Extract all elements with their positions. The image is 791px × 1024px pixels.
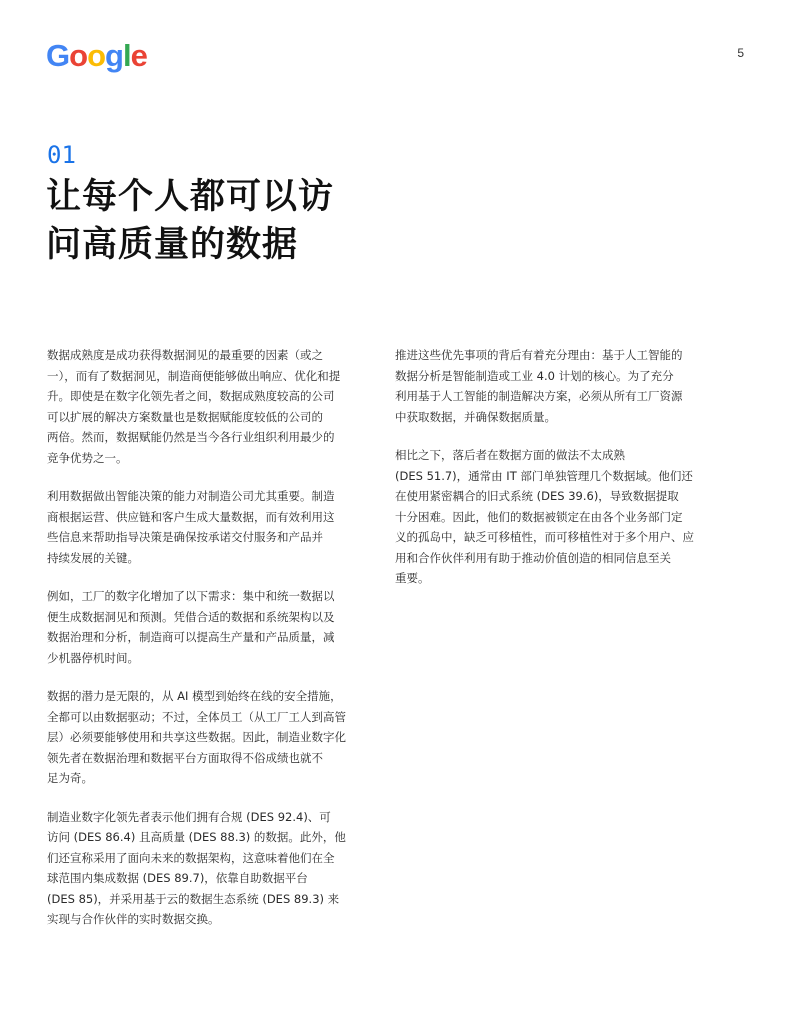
text-line: 全都可以由数据驱动；不过，全体员工（从工厂工人到高管 xyxy=(47,709,346,724)
text-line: 们还宣称采用了面向未来的数据架构，这意味着他们在全 xyxy=(47,850,335,865)
text-line: 持续发展的关键。 xyxy=(47,550,139,565)
logo-letter: l xyxy=(122,38,131,73)
text-line: 数据的潜力是无限的，从 AI 模型到始终在线的安全措施， xyxy=(47,689,342,703)
text-line: 用和合作伙伴利用有助于推动价值创造的相同信息至关 xyxy=(395,550,671,565)
text-line: 些信息来帮助指导决策是确保按承诺交付服务和产品并 xyxy=(47,530,323,544)
text-line: 层）必须要能够使用和共享这些数据。因此，制造业数字化 xyxy=(47,730,346,744)
text-line: 利用基于人工智能的制造解决方案，必须从所有工厂资源 xyxy=(395,389,683,403)
title-line: 让每个人都可以访 xyxy=(46,177,335,217)
text-line: (DES 51.7)，通常由 IT 部门单独管理几个数据域。他们还 xyxy=(395,468,693,483)
google-logo xyxy=(46,40,147,71)
right-column xyxy=(395,345,715,607)
text-line: 义的孤岛中，缺乏可移植性，而可移植性对于多个用户、应 xyxy=(395,530,694,544)
text-line: 推进这些优先事项的背后有着充分理由：基于人工智能的 xyxy=(395,348,683,362)
logo-letter: o xyxy=(69,38,88,73)
text-line: 便生成数据洞见和预测。凭借合适的数据和系统架构以及 xyxy=(47,609,335,624)
text-line: 重要。 xyxy=(395,571,430,585)
text-line: 在使用紧密耦合的旧式系统 (DES 39.6)，导致数据提取 xyxy=(395,489,679,503)
text-line: 少机器停机时间。 xyxy=(47,650,139,665)
logo-letter: G xyxy=(46,38,70,73)
text-line: 访问 (DES 86.4) 且高质量 (DES 88.3) 的数据。此外，他 xyxy=(47,830,346,844)
text-line: 商根据运营、供应链和客户生成大量数据，而有效利用这 xyxy=(47,509,335,524)
paragraph xyxy=(47,486,367,568)
page-number: 5 xyxy=(737,46,744,60)
text-line: 利用数据做出智能决策的能力对制造公司尤其重要。制造 xyxy=(47,489,335,503)
text-line: 一），而有了数据洞见，制造商便能够做出响应、优化和提 xyxy=(47,368,341,383)
text-line: 领先者在数据治理和数据平台方面取得不俗成绩也就不 xyxy=(47,750,323,765)
text-line: 数据治理和分析，制造商可以提高生产量和产品质量，减 xyxy=(47,630,335,644)
paragraph xyxy=(47,586,367,668)
title-line: 问高质量的数据 xyxy=(46,225,299,265)
paragraph xyxy=(395,445,715,589)
logo-letter: g xyxy=(105,38,123,73)
text-line: 升。即使是在数字化领先者之间，数据成熟度较高的公司 xyxy=(47,389,335,403)
page-title xyxy=(46,173,334,269)
text-line: 两倍。然而，数据赋能仍然是当今各行业组织利用最少的 xyxy=(47,430,335,444)
text-line: 数据分析是智能制造或工业 4.0 计划的核心。为了充分 xyxy=(395,368,674,383)
text-line: 十分困难。因此，他们的数据被锁定在由各个业务部门定 xyxy=(395,509,683,524)
text-line: 球范围内集成数据 (DES 89.7)，依靠自助数据平台 xyxy=(47,871,308,885)
logo-letter: e xyxy=(130,38,147,73)
paragraph xyxy=(47,807,367,930)
text-line: 中获取数据，并确保数据质量。 xyxy=(395,409,556,424)
text-line: 制造业数字化领先者表示他们拥有合规 (DES 92.4)、可 xyxy=(47,809,331,824)
text-line: 数据成熟度是成功获得数据洞见的最重要的因素（或之 xyxy=(47,348,323,362)
text-line: 足为奇。 xyxy=(47,771,93,785)
logo-letter: o xyxy=(87,38,105,73)
paragraph xyxy=(47,686,367,789)
paragraph xyxy=(47,345,367,468)
left-column xyxy=(47,345,367,948)
text-line: 例如，工厂的数字化增加了以下需求：集中和统一数据以 xyxy=(47,589,335,603)
text-line: 相比之下，落后者在数据方面的做法不太成熟 xyxy=(395,448,625,462)
text-line: 可以扩展的解决方案数量也是数据赋能度较低的公司的 xyxy=(47,409,323,424)
section-number: 01 xyxy=(47,141,76,169)
text-line: 实现与合作伙伴的实时数据交换。 xyxy=(47,912,220,926)
text-line: 竞争优势之一。 xyxy=(47,450,128,465)
text-line: (DES 85)，并采用基于云的数据生态系统 (DES 89.3) 来 xyxy=(47,891,340,906)
paragraph xyxy=(395,345,715,427)
